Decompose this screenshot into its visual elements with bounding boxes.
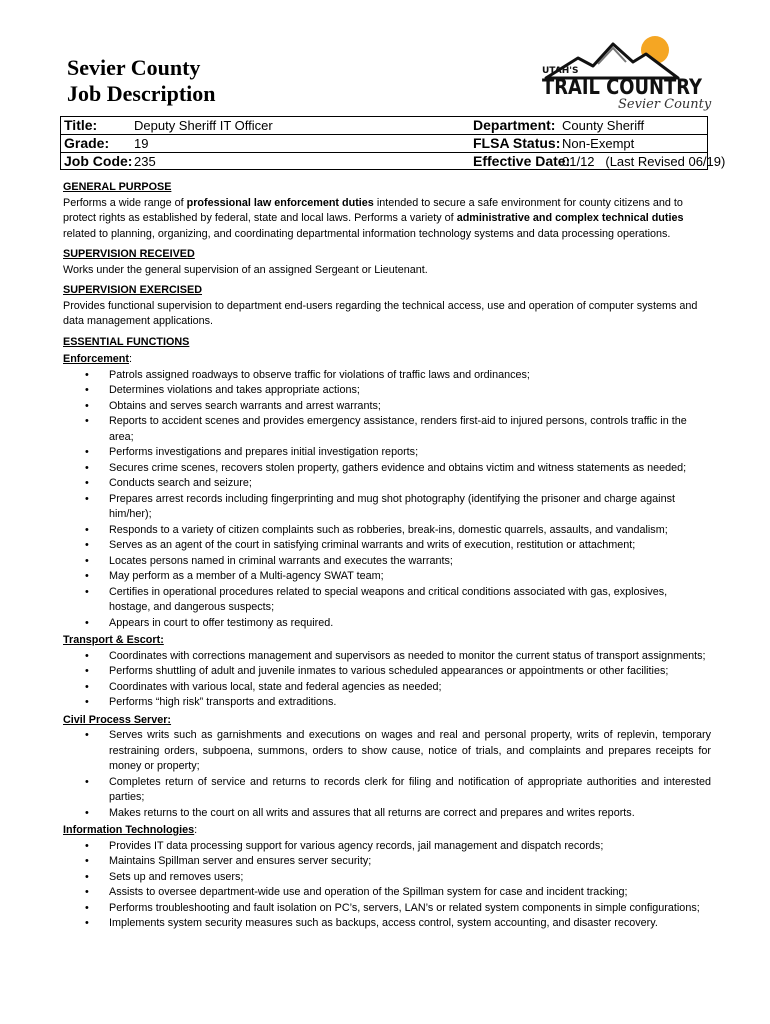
header-row-grade bbox=[61, 135, 707, 153]
list-item: • Prepares arrest records including fingerprinting and mug shot photography (identifying the prisoner and charge against him/her); bbox=[63, 492, 711, 523]
enforcement-colon: : bbox=[129, 353, 132, 365]
gp-bold-b: administrative and complex technical duties bbox=[456, 212, 684, 224]
jobcode-label: Job Code: bbox=[64, 153, 133, 169]
it-list bbox=[63, 839, 711, 932]
list-item: • Conducts search and seizure; bbox=[63, 476, 711, 492]
supervision-exercised-heading: SUPERVISION EXERCISED bbox=[63, 284, 202, 296]
list-item: • Coordinates with corrections management and supervisors as needed to monitor the current status of transport assignments; bbox=[63, 649, 711, 665]
list-item: • Appears in court to offer testimony as required. bbox=[63, 616, 711, 632]
list-item: • Implements system security measures such as backups, access control, system accounting, and disaster recovery. bbox=[63, 916, 711, 932]
title-line-1: Sevier County bbox=[67, 55, 201, 80]
title-label: Title: bbox=[64, 117, 98, 133]
grade-value: 19 bbox=[134, 136, 149, 151]
it-colon: : bbox=[194, 824, 198, 836]
document-title bbox=[67, 55, 216, 107]
enforcement-heading-text: Enforcement bbox=[63, 353, 129, 365]
document-body bbox=[63, 180, 711, 932]
department-value: County Sheriff bbox=[562, 118, 645, 133]
general-purpose-heading: GENERAL PURPOSE bbox=[63, 181, 172, 193]
civil-process-list bbox=[63, 728, 711, 821]
list-item: • Responds to a variety of citizen complaints such as robberies, break-ins, domestic quarrels, assaults, and vandalism; bbox=[63, 523, 711, 539]
list-item: • Maintains Spillman server and ensures server security; bbox=[63, 854, 711, 870]
logo-top-text: UTAH'S bbox=[542, 66, 579, 76]
header-row-title bbox=[61, 117, 707, 135]
supervision-exercised-text: Provides functional supervision to department end-users regarding the technical access, use and operation of computer systems and data management applications. bbox=[63, 299, 698, 327]
list-item: • Completes return of service and returns to records clerk for filing and notification of appropriate authorities and interested parties; bbox=[63, 775, 711, 806]
general-purpose-text bbox=[63, 196, 711, 243]
list-item: • Performs “high risk” transports and extraditions. bbox=[63, 695, 711, 711]
list-item: • Coordinates with various local, state and federal agencies as needed; bbox=[63, 680, 711, 696]
list-item: • Makes returns to the court on all writs and assures that all returns are correct and prepares and writes reports. bbox=[63, 806, 711, 822]
department-label: Department: bbox=[473, 117, 556, 133]
list-item: • Performs shuttling of adult and juvenile inmates to various scheduled appearances or appointments or other facilities; bbox=[63, 664, 711, 680]
title-value: Deputy Sheriff IT Officer bbox=[134, 118, 273, 133]
transport-heading: Transport & Escort: bbox=[63, 634, 164, 646]
list-item: • Provides IT data processing support for various agency records, jail management and dispatch records; bbox=[63, 839, 711, 855]
header-row-jobcode bbox=[61, 153, 726, 170]
gp-bold-a: professional law enforcement duties bbox=[186, 196, 374, 209]
it-heading-text: Information Technologies bbox=[63, 824, 195, 836]
transport-list bbox=[63, 649, 711, 711]
gp-text-c: related to planning, organizing, and coordinating departmental information technology systems and data processing operations. bbox=[63, 227, 671, 240]
list-item: • Determines violations and takes appropriate actions; bbox=[63, 383, 711, 399]
list-item: • May perform as a member of a Multi-agency SWAT team; bbox=[63, 569, 711, 585]
it-heading bbox=[63, 823, 711, 839]
supervision-received-text: Works under the general supervision of an assigned Sergeant or Lieutenant. bbox=[63, 263, 428, 276]
grade-label: Grade: bbox=[64, 135, 110, 151]
effective-date-value: 01/12 (Last Revised 06/19) bbox=[562, 154, 726, 169]
title-line-2: Job Description bbox=[67, 81, 216, 106]
list-item: • Performs troubleshooting and fault isolation on PC’s, servers, LAN’s or related system components in simple configurations; bbox=[63, 901, 711, 917]
effective-date-label: Effective Date: bbox=[473, 153, 571, 169]
flsa-value: Non-Exempt bbox=[562, 136, 635, 151]
gp-text-b: intended to secure a safe environment for county citizens and to protect rights as established by federal, state and local laws. Performs a variety of bbox=[63, 196, 683, 224]
list-item: • Serves writs such as garnishments and executions on wages and real and personal property, writs of replevin, temporary restraining orders, subpoena, summons, orders to show cause, notice of trials, and complaints and prepares receipts for money or property; bbox=[63, 728, 711, 775]
trail-country-logo bbox=[538, 32, 712, 112]
list-item: • Obtains and serves search warrants and arrest warrants; bbox=[63, 399, 711, 415]
essential-functions-heading: ESSENTIAL FUNCTIONS bbox=[63, 335, 190, 348]
list-item: • Locates persons named in criminal warrants and executes the warrants; bbox=[63, 554, 711, 570]
logo-script-text: Sevier County bbox=[618, 97, 712, 112]
list-item: • Patrols assigned roadways to observe traffic for violations of traffic laws and ordinances; bbox=[63, 368, 711, 384]
enforcement-heading bbox=[63, 352, 711, 368]
list-item: • Certifies in operational procedures related to special weapons and critical conditions associated with gas, explosives, hostage, and dangerous suspects; bbox=[63, 585, 711, 616]
civil-process-heading: Civil Process Server: bbox=[63, 713, 172, 726]
flsa-label: FLSA Status: bbox=[473, 135, 561, 151]
supervision-received-heading: SUPERVISION RECEIVED bbox=[63, 248, 195, 260]
list-item: • Assists to oversee department-wide use and operation of the Spillman system for case and incident tracking; bbox=[63, 885, 711, 901]
list-item: • Performs investigations and prepares initial investigation reports; bbox=[63, 445, 711, 461]
list-item: • Serves as an agent of the court in satisfying criminal warrants and writs of execution, restitution or attachment; bbox=[63, 538, 711, 554]
enforcement-list bbox=[63, 368, 711, 632]
job-header-table bbox=[60, 116, 726, 170]
logo-main-text: TRAIL COUNTRY bbox=[542, 75, 703, 99]
list-item: • Reports to accident scenes and provides emergency assistance, renders first-aid to injured persons, controls traffic in the area; bbox=[63, 414, 711, 445]
list-item: • Sets up and removes users; bbox=[63, 870, 711, 886]
gp-text-a: Performs a wide range of bbox=[63, 196, 187, 209]
jobcode-value: 235 bbox=[134, 154, 156, 169]
list-item: • Secures crime scenes, recovers stolen property, gathers evidence and obtains victim and witness statements as needed; bbox=[63, 461, 711, 477]
